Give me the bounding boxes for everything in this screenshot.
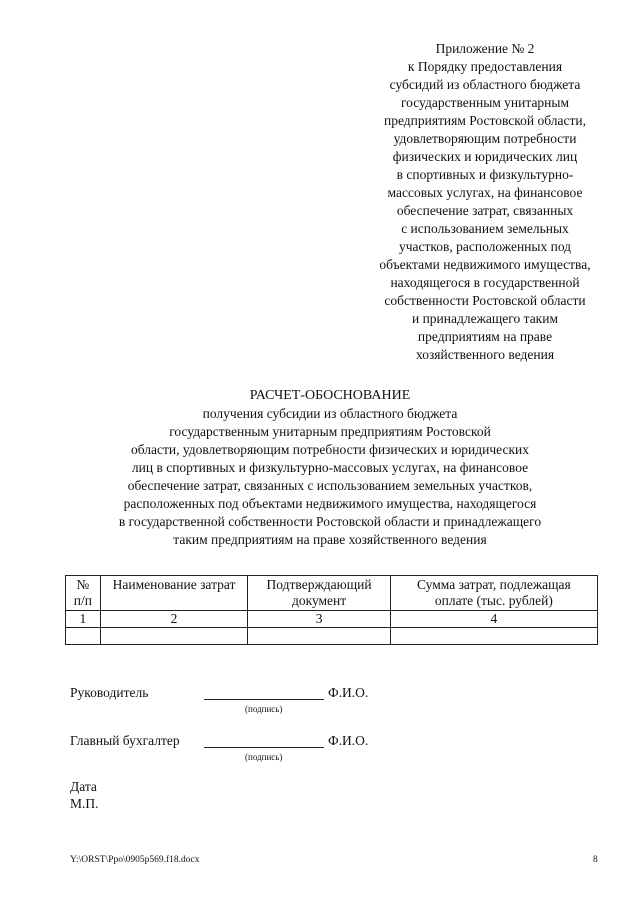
appendix-line: физических и юридических лиц bbox=[392, 149, 578, 164]
header-text: оплате (тыс. рублей) bbox=[434, 593, 553, 608]
appendix-note bbox=[340, 40, 630, 364]
appendix-line: государственным унитарным bbox=[400, 95, 570, 110]
heading-line: государственным унитарным предприятиям Ростовской bbox=[169, 424, 491, 439]
footer-page-number: 8 bbox=[593, 855, 598, 865]
header-cell-number bbox=[66, 576, 101, 611]
appendix-line: объектами недвижимого имущества, bbox=[379, 257, 591, 272]
header-text: Подтверждающий bbox=[266, 577, 372, 592]
header-text: № bbox=[76, 577, 90, 592]
header-text: Сумма затрат, подлежащая bbox=[416, 577, 571, 592]
appendix-line: в спортивных и физкультурно- bbox=[396, 167, 574, 182]
appendix-line: к Порядку предоставления bbox=[407, 59, 563, 74]
table-cell bbox=[100, 628, 248, 645]
signature-hint: (подпись) bbox=[245, 704, 283, 714]
appendix-line: хозяйственного ведения bbox=[415, 347, 555, 362]
cost-table bbox=[65, 575, 598, 645]
signature-line bbox=[204, 747, 324, 748]
fio-label: Ф.И.О. bbox=[328, 733, 369, 748]
footer-file-path: Y:\ORST\Ppo\0905p569.f18.docx bbox=[70, 855, 200, 865]
header-text: документ bbox=[291, 593, 347, 608]
appendix-line: собственности Ростовской области bbox=[384, 293, 586, 308]
table-row bbox=[66, 611, 598, 628]
table-cell: 4 bbox=[390, 611, 597, 628]
heading-line: расположенных под объектами недвижимого имущества, находящегося bbox=[123, 496, 537, 511]
appendix-line: предприятиям Ростовской области, bbox=[383, 113, 587, 128]
signature-hint: (подпись) bbox=[245, 752, 283, 762]
table-cell: 2 bbox=[100, 611, 248, 628]
heading-line: лиц в спортивных и физкультурно-массовых услугах, на финансовое bbox=[131, 460, 529, 475]
table-cell bbox=[248, 628, 390, 645]
table-row bbox=[66, 628, 598, 645]
fio-label: Ф.И.О. bbox=[328, 685, 369, 700]
head-label: Руководитель bbox=[70, 685, 149, 700]
header-text bbox=[103, 593, 246, 609]
accountant-label: Главный бухгалтер bbox=[70, 733, 180, 748]
signature-line bbox=[204, 699, 324, 700]
document-title: РАСЧЕТ-ОБОСНОВАНИЕ bbox=[249, 388, 411, 403]
header-cell-document bbox=[248, 576, 390, 611]
appendix-line: массовых услугах, на финансовое bbox=[387, 185, 583, 200]
appendix-line: участков, расположенных под bbox=[398, 239, 572, 254]
appendix-line: обеспечение затрат, связанных bbox=[396, 203, 574, 218]
heading-line: области, удовлетворяющим потребности физических и юридических bbox=[130, 442, 530, 457]
appendix-line: и принадлежащего таким bbox=[411, 311, 559, 326]
heading-line: обеспечение затрат, связанных с использованием земельных участков, bbox=[127, 478, 533, 493]
appendix-line: удовлетворяющим потребности bbox=[393, 131, 577, 146]
table-cell: 3 bbox=[248, 611, 390, 628]
appendix-line: с использованием земельных bbox=[401, 221, 569, 236]
stamp-label: М.П. bbox=[70, 796, 99, 811]
document-heading bbox=[60, 387, 600, 549]
appendix-line: Приложение № 2 bbox=[435, 41, 535, 56]
table-cell: 1 bbox=[66, 611, 101, 628]
heading-line: таким предприятиям на праве хозяйственного ведения bbox=[173, 532, 487, 547]
appendix-line: субсидий из областного бюджета bbox=[389, 77, 581, 92]
table-cell bbox=[390, 628, 597, 645]
date-stamp-block bbox=[70, 778, 99, 812]
header-cell-cost-name bbox=[100, 576, 248, 611]
table-cell bbox=[66, 628, 101, 645]
date-label: Дата bbox=[70, 779, 97, 794]
appendix-line: находящегося в государственной bbox=[390, 275, 580, 290]
header-text: Наименование затрат bbox=[112, 577, 236, 592]
header-cell-amount bbox=[390, 576, 597, 611]
heading-line: получения субсидии из областного бюджета bbox=[202, 406, 458, 421]
header-text: п/п bbox=[73, 593, 92, 608]
appendix-line: предприятиям на праве bbox=[417, 329, 553, 344]
heading-line: в государственной собственности Ростовской области и принадлежащего bbox=[118, 514, 542, 529]
table-header-row bbox=[66, 576, 598, 611]
